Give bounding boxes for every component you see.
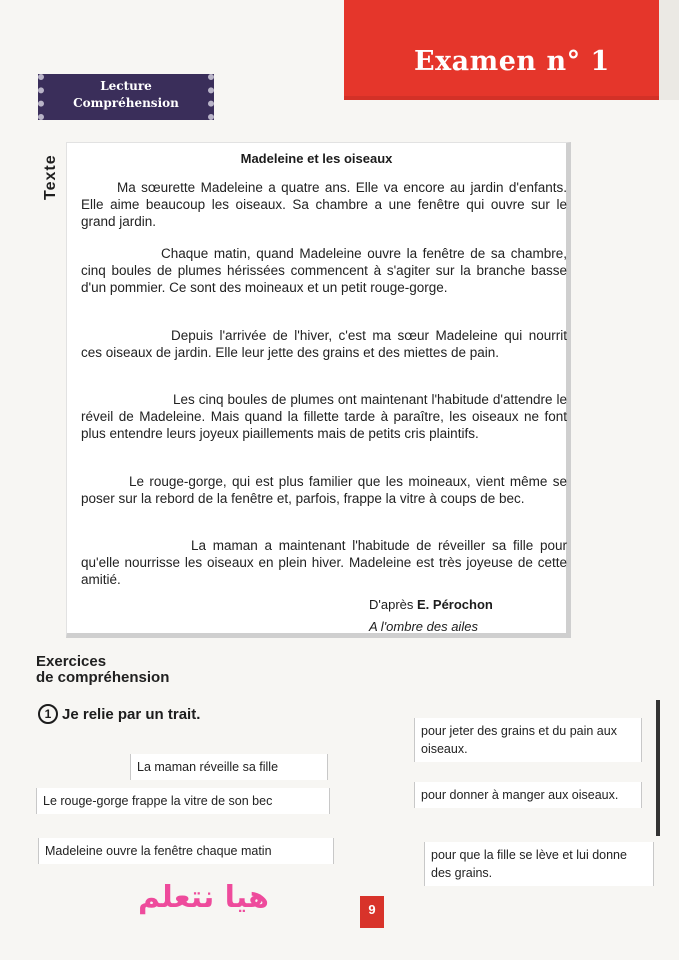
credit-prefix: D'après [369,597,414,612]
question-number-badge: 1 [38,704,58,724]
exercises-heading [36,654,169,686]
source-title: A l'ombre des ailes [369,619,478,634]
left-item-1[interactable]: La maman réveille sa fille [130,754,328,780]
left-item-3[interactable]: Madeleine ouvre la fenêtre chaque matin [38,838,334,864]
page-number: 9 [360,896,384,928]
author-name: E. Pérochon [417,597,493,612]
credit-line [369,597,493,612]
right-item-3[interactable]: pour que la fille se lève et lui donne des grains. [424,842,654,886]
texte-side-label: Texte [42,154,59,200]
paragraph-3: Depuis l'arrivée de l'hiver, c'est ma sœur Madeleine qui nourrit ces oiseaux de jardin. Elle leur jette des grains et des miettes de pain. [81,328,567,360]
question-1 [38,704,200,724]
paragraph-6: La maman a maintenant l'habitude de réveiller sa fille pour qu'elle nourrisse les oiseaux en plein hiver. Madeleine est très joyeuse de cette amitié. [81,538,567,587]
watermark-logo: هيا نتعلم [138,880,269,915]
section-tab-line2: Compréhension [73,96,179,110]
section-tab [38,74,214,120]
paragraph-5: Le rouge-gorge, qui est plus familier que les moineaux, vient même se poser sur la rebord de la fenêtre et, parfois, frappe la vitre à coups de bec. [81,474,567,506]
exam-title-banner [344,0,659,100]
right-item-1[interactable]: pour jeter des grains et du pain aux oiseaux. [414,718,642,762]
paragraph-1: Ma sœurette Madeleine a quatre ans. Elle va encore au jardin d'enfants. Elle aime beaucoup les oiseaux. Sa chambre a une fenêtre qui ouvre sur le grand jardin. [81,180,567,229]
section-tab-line1: Lecture [100,79,152,93]
story-title: Madeleine et les oiseaux [240,151,393,166]
exercises-heading-line2: de compréhension [36,669,170,686]
page-edge [659,0,679,100]
exercises-heading-line1: Exercices [36,653,107,670]
question-text: Je relie par un trait. [62,705,201,723]
right-item-2[interactable]: pour donner à manger aux oiseaux. [414,782,642,808]
paragraph-4: Les cinq boules de plumes ont maintenant l'habitude d'attendre le réveil de Madeleine. Mais quand la fillette tarde à paraître, les oiseaux ne font plus entendre leurs joyeux piaillements mais de petits cris plaintifs. [81,392,567,441]
page-edge-mark [656,700,660,836]
left-item-2[interactable]: Le rouge-gorge frappe la vitre de son bec [36,788,330,814]
reading-text-box [66,142,571,638]
paragraph-2: Chaque matin, quand Madeleine ouvre la fenêtre de sa chambre, cinq boules de plumes hérissées commencent à s'agiter sur la branche basse d'un pommier. Ce sont des moineaux et un petit rouge-gorge. [81,246,567,295]
exam-title: Examen n° 1 [414,46,610,77]
